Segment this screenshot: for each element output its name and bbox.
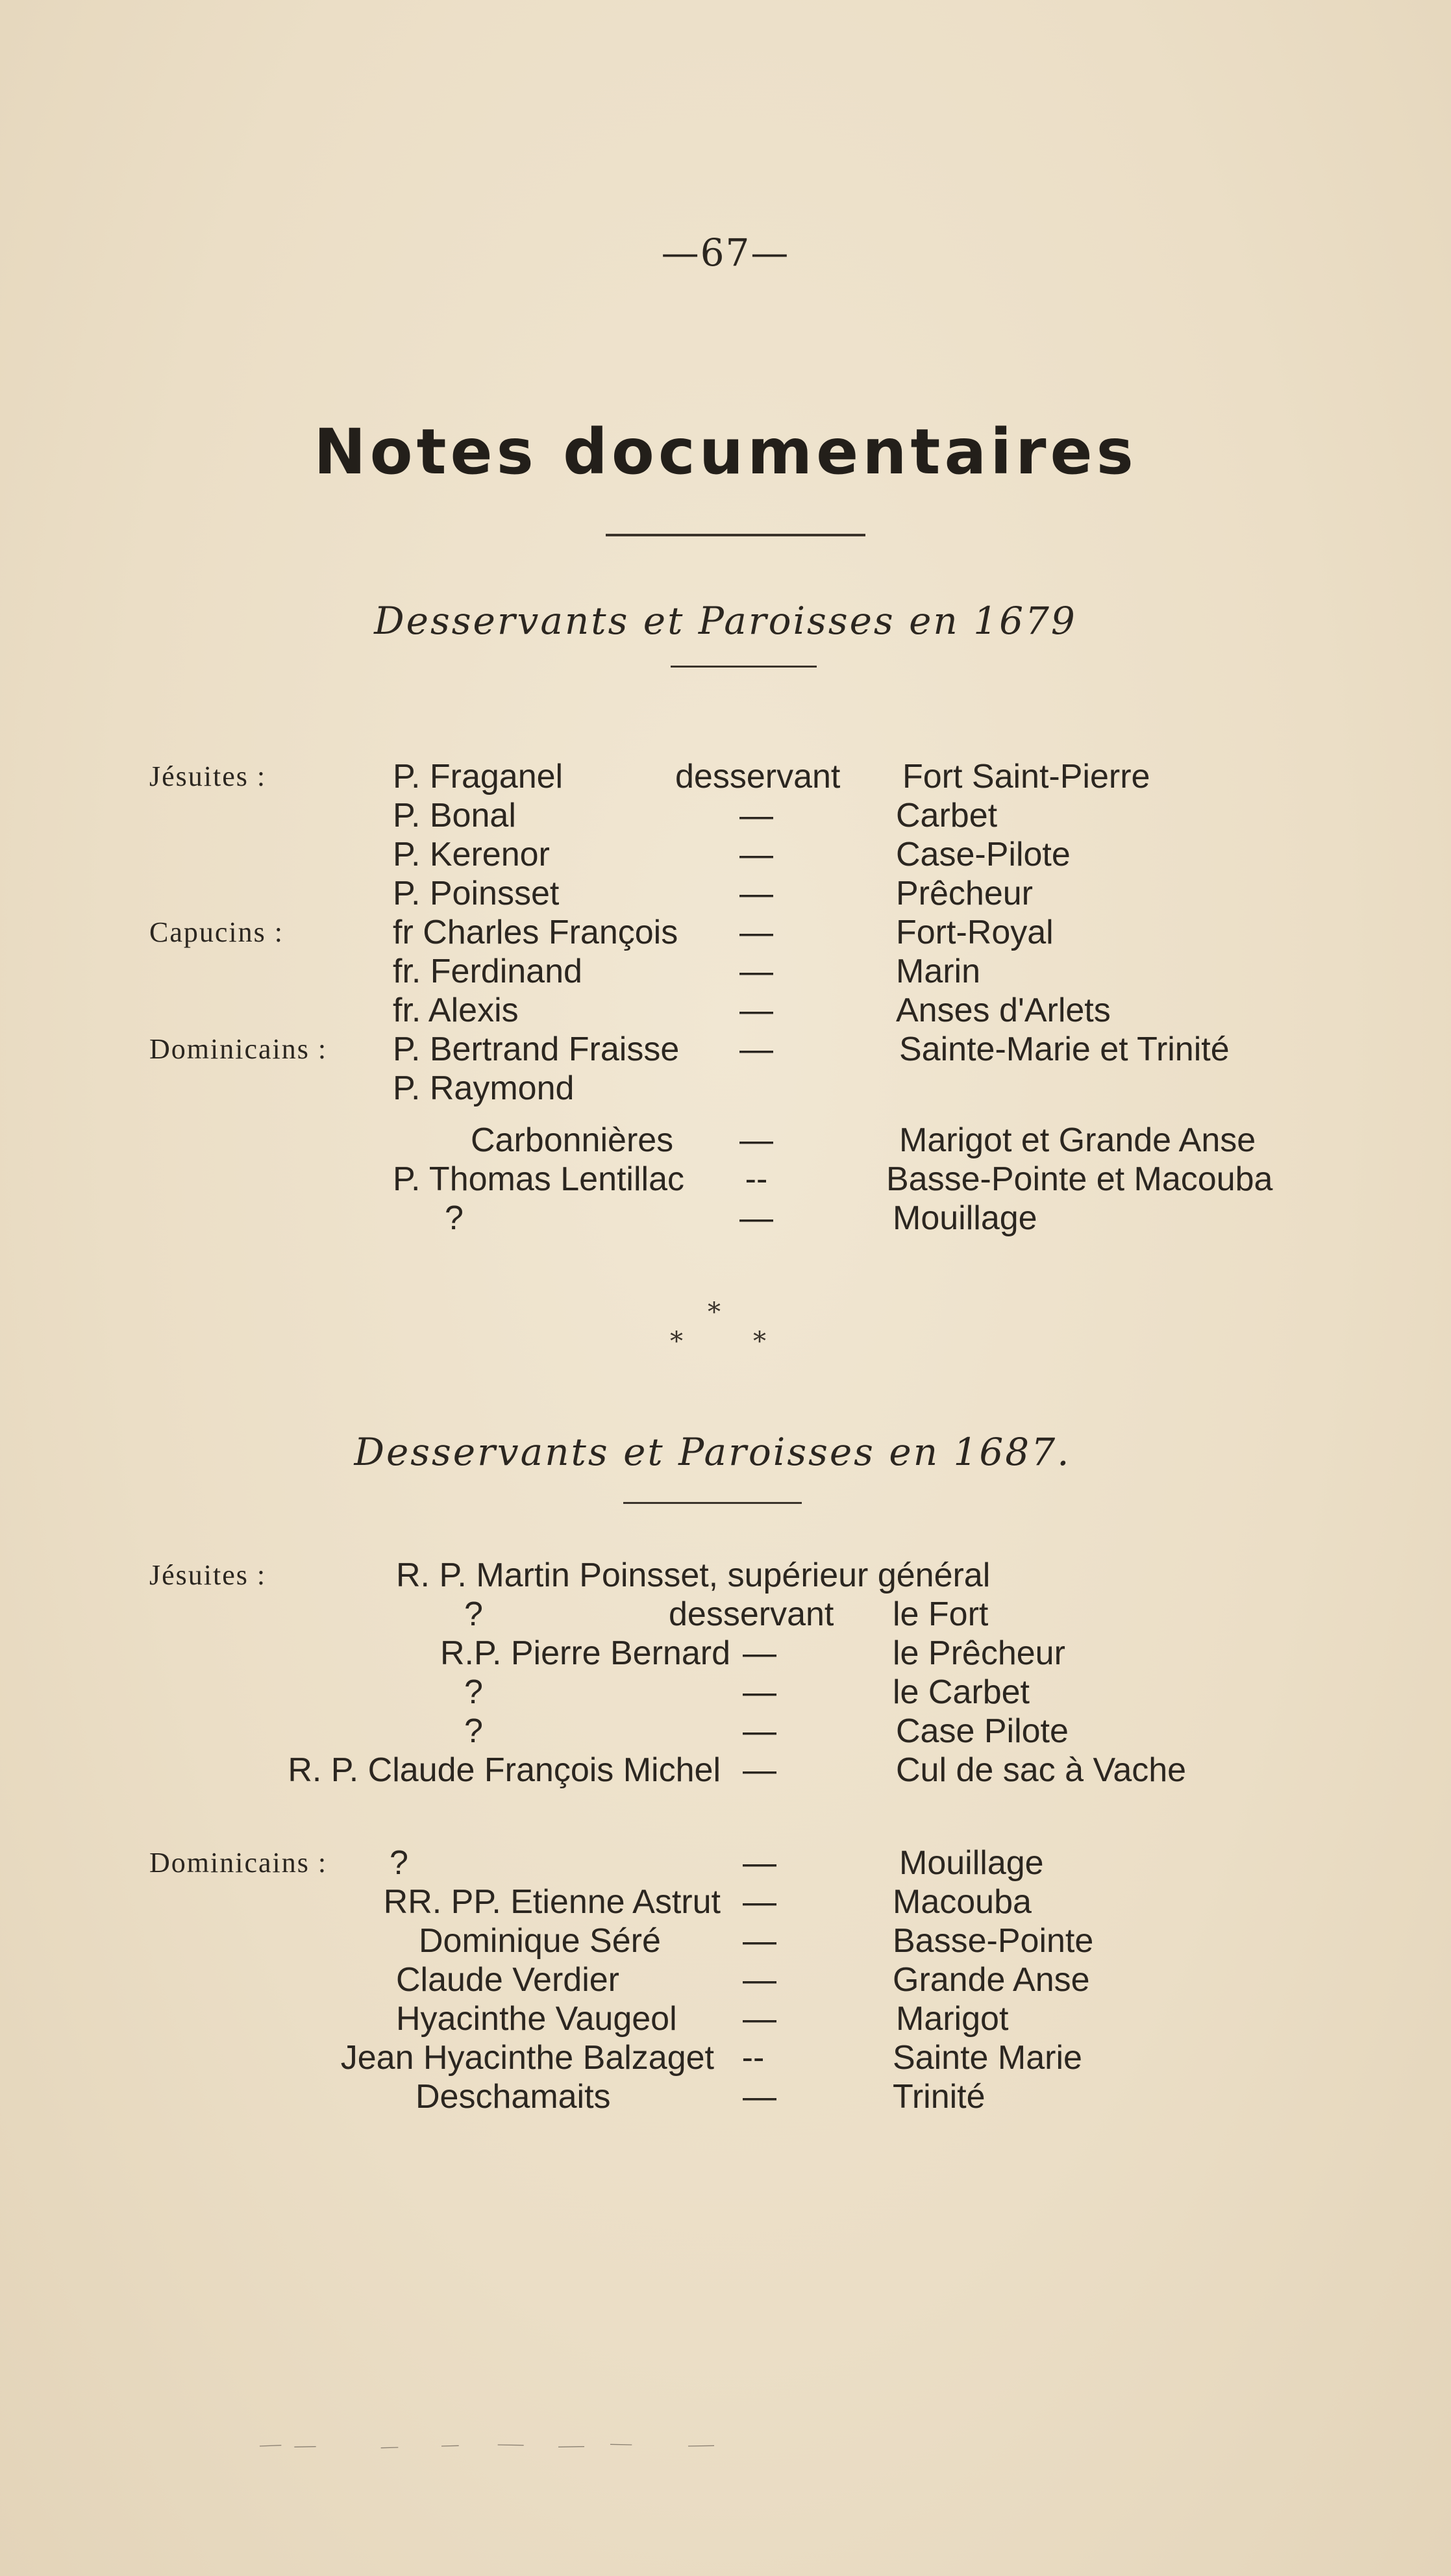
paper-bleed-marks xyxy=(104,2438,1013,2451)
ditto-dash: — xyxy=(743,1634,776,1672)
priest-name: R. P. Claude François Michel xyxy=(288,1751,721,1789)
priest-name: P. Kerenor xyxy=(393,836,550,873)
ditto-dash: — xyxy=(739,1031,773,1068)
group-label: Jésuites : xyxy=(149,760,267,792)
section-1679-heading: Desservants et Paroisses en 1679 xyxy=(374,599,1077,643)
group-label: Jésuites : xyxy=(149,1559,267,1591)
parish: Case-Pilote xyxy=(896,836,1071,873)
page-title: Notes documentaires xyxy=(314,416,1137,488)
parish: Sainte Marie xyxy=(893,2039,1082,2077)
priest-name: RR. PP. Etienne Astrut xyxy=(383,1883,721,1921)
priest-name: ? xyxy=(390,1844,408,1882)
parish: Trinité xyxy=(893,2078,986,2116)
parish: Basse-Pointe xyxy=(893,1922,1094,1960)
title-rule xyxy=(606,534,865,536)
parish: Case Pilote xyxy=(896,1712,1069,1750)
parish: Carbet xyxy=(896,797,998,834)
priest-name: R. P. Martin Poinsset, supérieur général xyxy=(396,1557,991,1594)
priest-name: P. Thomas Lentillac xyxy=(393,1160,685,1198)
ditto-dash: — xyxy=(739,992,773,1029)
ditto-dash: — xyxy=(743,1751,776,1789)
parish: Fort-Royal xyxy=(896,914,1054,951)
ditto-dash: — xyxy=(743,1673,776,1711)
parish: le Fort xyxy=(893,1595,989,1633)
asterism-left: * xyxy=(670,1327,683,1357)
parish: Mouillage xyxy=(899,1844,1044,1882)
priest-name: ? xyxy=(464,1595,483,1633)
priest-name: Deschamaits xyxy=(415,2078,611,2116)
parish: Marigot et Grande Anse xyxy=(899,1121,1256,1159)
asterism-top: * xyxy=(708,1297,721,1327)
priest-name: P. Raymond xyxy=(393,1069,575,1107)
parish: Cul de sac à Vache xyxy=(896,1751,1187,1789)
ditto-dash: — xyxy=(739,1199,773,1237)
section-1679-rule xyxy=(671,666,817,668)
ditto-dash: -- xyxy=(745,1160,768,1198)
group-label: Dominicains : xyxy=(149,1847,328,1879)
ditto-dash: — xyxy=(743,2000,776,2038)
ditto-dash: -- xyxy=(741,2039,765,2077)
ditto-dash: — xyxy=(739,797,773,834)
priest-name: ? xyxy=(464,1712,483,1750)
ditto-dash: — xyxy=(743,1961,776,1999)
parish: Mouillage xyxy=(893,1199,1037,1237)
group-label: Dominicains : xyxy=(149,1033,328,1065)
role: desservant xyxy=(675,758,841,795)
ditto-dash: — xyxy=(739,836,773,873)
ditto-dash: — xyxy=(739,914,773,951)
parish: Marigot xyxy=(896,2000,1009,2038)
page-number: —67— xyxy=(661,231,790,275)
priest-name: Carbonnières xyxy=(471,1121,674,1159)
section-1687-rule xyxy=(623,1502,802,1504)
priest-name: R.P. Pierre Bernard xyxy=(440,1634,730,1672)
priest-name: P. Fraganel xyxy=(393,758,564,795)
priest-name: Hyacinthe Vaugeol xyxy=(396,2000,677,2038)
parish: Prêcheur xyxy=(896,875,1033,912)
parish: le Carbet xyxy=(893,1673,1030,1711)
priest-name: P. Bertrand Fraisse xyxy=(393,1031,680,1068)
parish: le Prêcheur xyxy=(893,1634,1065,1672)
priest-name: Claude Verdier xyxy=(396,1961,619,1999)
parish: Anses d'Arlets xyxy=(896,992,1111,1029)
parish: Fort Saint-Pierre xyxy=(902,758,1150,795)
priest-name: fr. Ferdinand xyxy=(393,953,582,990)
priest-name: ? xyxy=(464,1673,483,1711)
priest-name: P. Bonal xyxy=(393,797,516,834)
parish: Marin xyxy=(896,953,981,990)
ditto-dash: — xyxy=(743,1712,776,1750)
asterism-right: * xyxy=(753,1327,766,1357)
ditto-dash: — xyxy=(743,1883,776,1921)
ditto-dash: — xyxy=(743,1844,776,1882)
ditto-dash: — xyxy=(743,1922,776,1960)
ditto-dash: — xyxy=(739,953,773,990)
parish: Basse-Pointe et Macouba xyxy=(886,1160,1273,1198)
section-1687-heading: Desservants et Paroisses en 1687. xyxy=(354,1430,1071,1474)
priest-name: Dominique Séré xyxy=(419,1922,661,1960)
priest-name: fr. Alexis xyxy=(393,992,519,1029)
parish: Macouba xyxy=(893,1883,1032,1921)
priest-name: Jean Hyacinthe Balzaget xyxy=(340,2039,714,2077)
ditto-dash: — xyxy=(739,875,773,912)
ditto-dash: — xyxy=(743,2078,776,2116)
parish: Sainte-Marie et Trinité xyxy=(899,1031,1230,1068)
priest-name: P. Poinsset xyxy=(393,875,560,912)
ditto-dash: — xyxy=(739,1121,773,1159)
parish: Grande Anse xyxy=(893,1961,1090,1999)
priest-name: ? xyxy=(445,1199,464,1237)
priest-name: fr Charles François xyxy=(393,914,678,951)
group-label: Capucins : xyxy=(149,916,284,948)
role: desservant xyxy=(669,1595,834,1633)
